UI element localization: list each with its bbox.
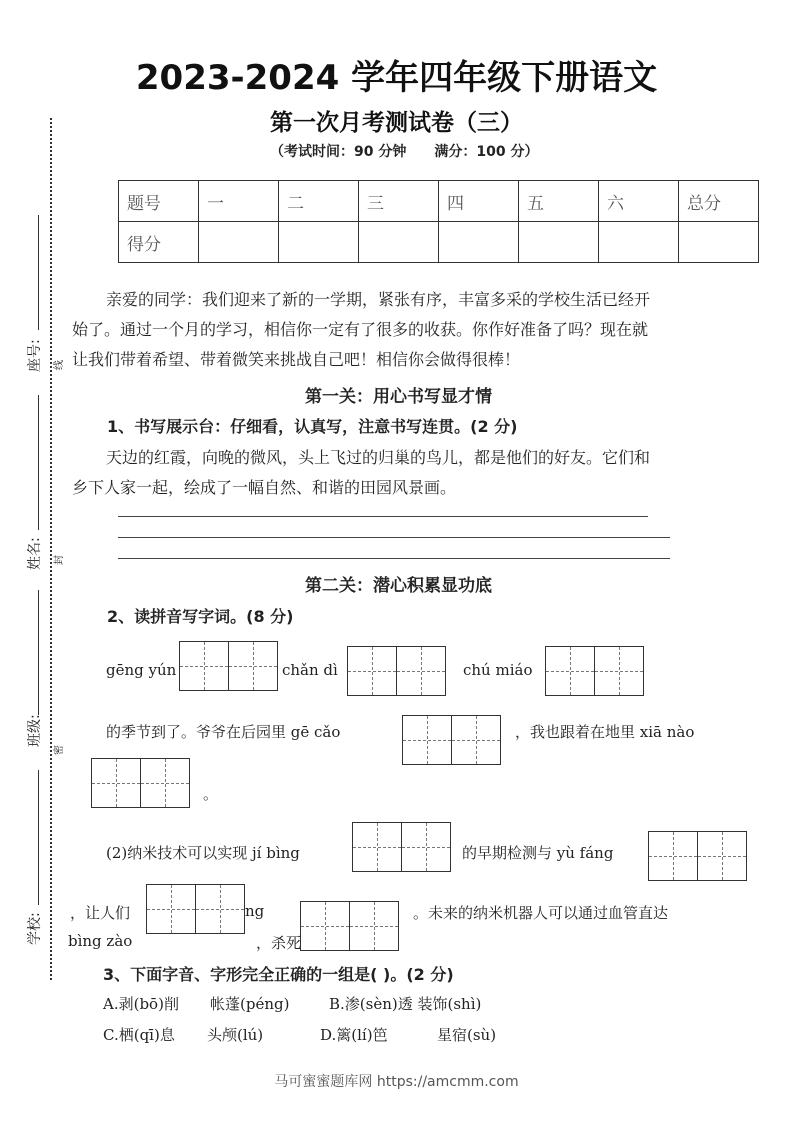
writing-line[interactable] — [118, 537, 670, 538]
sentence-text: 的季节到了。爷爷在后园里 gē cǎo — [106, 723, 341, 741]
table-row — [119, 181, 759, 222]
tianzige-box[interactable] — [347, 646, 446, 696]
tianzige-box[interactable] — [545, 646, 644, 696]
seal-mark-line: 线 — [54, 360, 65, 370]
name-label: 姓名: — [27, 537, 43, 570]
table-cell: 二 — [279, 181, 359, 222]
option-c-part1[interactable]: C.栖(qī)息 — [103, 1026, 175, 1044]
tianzige-box[interactable] — [352, 822, 451, 872]
footer-watermark: 马可蜜蜜题库网 https://amcmm.com — [274, 1074, 519, 1090]
q1-title: 1、书写展示台：仔细看，认真写，注意书写连贯。(2 分) — [107, 417, 518, 436]
pinyin-prompt: chǎn dì — [282, 661, 338, 679]
score-input-cell[interactable] — [519, 222, 599, 263]
table-cell: 得分 — [119, 222, 199, 263]
class-label: 班级: — [27, 714, 43, 747]
pinyin-prompt: gēng yún — [106, 661, 177, 679]
tianzige-box[interactable] — [146, 884, 245, 934]
sentence-text: 。 — [203, 785, 219, 803]
exam-title: 2023-2024 学年四年级下册语文 — [135, 58, 658, 98]
sentence-text: bìng zào — [68, 932, 133, 950]
tianzige-box[interactable] — [91, 758, 190, 808]
score-input-cell[interactable] — [679, 222, 759, 263]
score-table — [118, 180, 759, 263]
q1-passage — [72, 443, 752, 503]
intro-line: 让我们带着希望、带着微笑来挑战自己吧！相信你会做得很棒！ — [72, 350, 521, 369]
option-a-part1[interactable]: A.剥(bō)削 — [103, 995, 179, 1013]
exam-full-score: 满分：100 分） — [434, 144, 539, 160]
table-cell: 五 — [519, 181, 599, 222]
sentence-text: ，杀死 — [256, 934, 302, 952]
table-cell: 四 — [439, 181, 519, 222]
tianzige-box[interactable] — [179, 641, 278, 691]
table-cell: 题号 — [119, 181, 199, 222]
sentence-text: ，我也跟着在地里 xiā nào — [515, 723, 695, 741]
seat-label: 座号: — [27, 339, 43, 372]
score-input-cell[interactable] — [359, 222, 439, 263]
seal-mark-secret: 密 — [54, 745, 65, 755]
seal-mark-seal: 封 — [54, 555, 65, 565]
intro-line: 始了。通过一个月的学习，相信你一定有了很多的收获。你作好准备了吗？现在就 — [72, 320, 649, 339]
table-cell: 一 — [199, 181, 279, 222]
table-cell: 六 — [599, 181, 679, 222]
section1-heading: 第一关：用心书写显才情 — [305, 387, 492, 407]
table-row — [119, 222, 759, 263]
intro-paragraph — [72, 285, 752, 375]
option-d-part1[interactable]: D.篱(lí)笆 — [320, 1026, 388, 1044]
passage-line: 天边的红霞，向晚的微风，头上飞过的归巢的鸟儿，都是他们的好友。它们和 — [106, 448, 651, 467]
tianzige-box[interactable] — [648, 831, 747, 881]
exam-subtitle: 第一次月考测试卷（三） — [270, 110, 523, 136]
class-write-line — [38, 590, 39, 715]
exam-info — [270, 141, 566, 161]
q2-title: 2、读拼音写字词。(8 分) — [107, 607, 294, 626]
option-b[interactable]: B.渗(sèn)透 装饰(shì) — [329, 995, 482, 1013]
score-input-cell[interactable] — [199, 222, 279, 263]
writing-line[interactable] — [118, 558, 670, 559]
tianzige-box[interactable] — [402, 715, 501, 765]
pinyin-prompt: chú miáo — [463, 661, 533, 679]
option-d-part2[interactable]: 星宿(sù) — [437, 1026, 497, 1044]
sentence-text: ，让人们 — [70, 904, 131, 922]
writing-line[interactable] — [118, 516, 648, 517]
school-label: 学校: — [27, 912, 43, 945]
option-c-part2[interactable]: 头颅(lú) — [207, 1026, 264, 1044]
section2-heading: 第二关：潜心积累显功底 — [305, 576, 492, 596]
tianzige-box[interactable] — [300, 901, 399, 951]
sentence-text: 的早期检测与 yù fáng — [462, 844, 614, 862]
sentence-text: (2)纳米技术可以实现 jí bìng — [106, 844, 300, 862]
table-cell: 总分 — [679, 181, 759, 222]
sentence-text: 。未来的纳米机器人可以通过血管直达 — [413, 904, 669, 922]
option-a-part2[interactable]: 帐蓬(péng) — [210, 995, 290, 1013]
name-write-line — [38, 395, 39, 530]
score-input-cell[interactable] — [599, 222, 679, 263]
q3-title: 3、下面字音、字形完全正确的一组是( )。(2 分) — [103, 965, 454, 984]
school-write-line — [38, 770, 39, 905]
seat-write-line — [38, 215, 39, 330]
score-input-cell[interactable] — [279, 222, 359, 263]
score-input-cell[interactable] — [439, 222, 519, 263]
table-cell: 三 — [359, 181, 439, 222]
binding-dotted-line — [50, 118, 52, 980]
intro-line: 亲爱的同学：我们迎来了新的一学期，紧张有序，丰富多采的学校生活已经开 — [106, 290, 651, 309]
exam-time: （考试时间：90 分钟 — [270, 144, 407, 160]
passage-line: 乡下人家一起，绘成了一幅自然、和谐的田园风景画。 — [72, 478, 457, 497]
sentence-text: ng — [245, 902, 265, 920]
